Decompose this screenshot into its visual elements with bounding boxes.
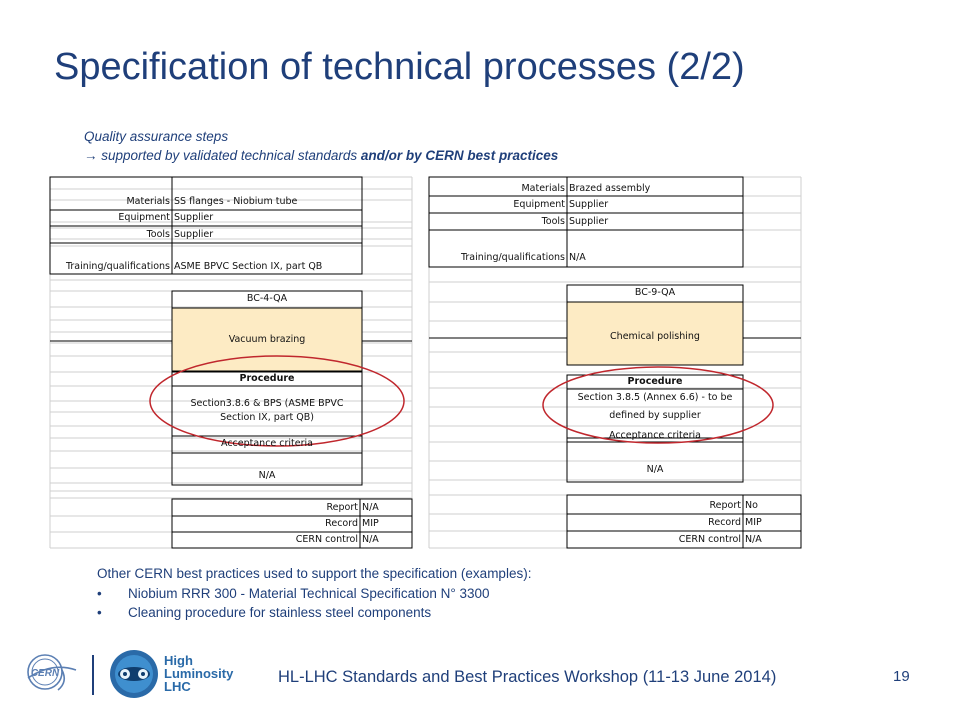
left-control-label: CERN control xyxy=(295,534,358,545)
left-report-label: Report xyxy=(326,502,358,513)
right-record-label: Record xyxy=(708,517,741,528)
right-report-label: Report xyxy=(709,500,741,511)
left-record-label: Record xyxy=(325,518,358,529)
subtitle-line-2 xyxy=(84,148,558,163)
right-step-code: BC-9-QA xyxy=(634,287,676,298)
left-materials-value: SS flanges - Niobium tube xyxy=(174,196,298,207)
right-procedure-line-2: defined by supplier xyxy=(609,410,701,421)
right-control-value: N/A xyxy=(745,534,762,545)
right-materials-value: Brazed assembly xyxy=(569,183,651,194)
right-equipment-label: Equipment xyxy=(513,199,565,210)
left-process-name: Vacuum brazing xyxy=(228,334,306,345)
subtitle-plain: supported by validated technical standards xyxy=(97,148,361,163)
slide-title: Specification of technical processes (2/2) xyxy=(54,46,745,88)
left-record-value: MIP xyxy=(362,518,379,529)
hl-lhc-logo-text xyxy=(164,654,233,693)
hl-logo-line-2: Luminosity xyxy=(164,666,234,681)
subtitle-bold: and/or by CERN best practices xyxy=(360,148,559,163)
right-procedure-header: Procedure xyxy=(627,376,683,387)
right-training-value: N/A xyxy=(569,252,586,263)
hl-logo-line-3: LHC xyxy=(164,679,191,694)
right-equipment-value: Supplier xyxy=(569,199,609,210)
left-training-value: ASME BPVC Section IX, part QB xyxy=(174,261,323,272)
right-tools-value: Supplier xyxy=(569,216,609,227)
bullet-icon: • xyxy=(97,586,102,601)
left-acceptance-header: Acceptance criteria xyxy=(220,438,313,449)
left-tools-label: Tools xyxy=(146,229,170,240)
right-control-label: CERN control xyxy=(678,534,741,545)
right-training-label: Training/qualifications xyxy=(460,252,565,263)
right-procedure-line-1: Section 3.8.5 (Annex 6.6) - to be xyxy=(577,392,733,403)
right-process-name: Chemical polishing xyxy=(610,331,700,342)
right-acceptance-header: Acceptance criteria xyxy=(608,430,701,441)
left-training-label: Training/qualifications xyxy=(65,261,170,272)
right-record-value: MIP xyxy=(745,517,762,528)
right-sheet-grid xyxy=(427,176,803,550)
page-number: 19 xyxy=(893,668,910,685)
left-report-value: N/A xyxy=(362,502,379,513)
right-report-value: No xyxy=(745,500,758,511)
left-equipment-label: Equipment xyxy=(118,212,170,223)
left-procedure-line-2: Section IX, part QB) xyxy=(220,412,314,423)
hl-lhc-logo-emblem xyxy=(106,648,162,700)
notes-item-2 xyxy=(97,605,431,620)
left-procedure-line-1: Section3.8.6 & BPS (ASME BPVC xyxy=(190,398,344,409)
left-procedure-header: Procedure xyxy=(239,373,295,384)
right-tools-label: Tools xyxy=(541,216,565,227)
notes-heading: Other CERN best practices used to support the specification (examples): xyxy=(97,566,532,581)
left-tools-value: Supplier xyxy=(174,229,214,240)
footer-divider xyxy=(92,655,94,695)
notes-item-1 xyxy=(97,586,490,601)
arrow-icon: → xyxy=(84,148,98,163)
subtitle-line-1: Quality assurance steps xyxy=(84,129,229,144)
left-equipment-value: Supplier xyxy=(174,212,214,223)
hl-logo-line-1: High xyxy=(164,653,193,668)
cern-logo xyxy=(18,648,82,696)
left-acceptance-value: N/A xyxy=(258,470,276,481)
left-step-code: BC-4-QA xyxy=(246,293,288,304)
right-spreadsheet xyxy=(427,176,803,550)
right-acceptance-value: N/A xyxy=(646,464,664,475)
bullet-icon: • xyxy=(97,605,102,620)
left-control-value: N/A xyxy=(362,534,379,545)
footer-text: HL-LHC Standards and Best Practices Workshop (11-13 June 2014) xyxy=(278,668,777,686)
left-spreadsheet xyxy=(48,176,414,550)
left-materials-label: Materials xyxy=(126,196,170,207)
notes-item-text: Niobium RRR 300 - Material Technical Specification N° 3300 xyxy=(128,586,490,601)
right-materials-label: Materials xyxy=(521,183,565,194)
notes-item-text: Cleaning procedure for stainless steel components xyxy=(128,605,432,620)
cern-logo-text: CERN xyxy=(30,668,60,679)
